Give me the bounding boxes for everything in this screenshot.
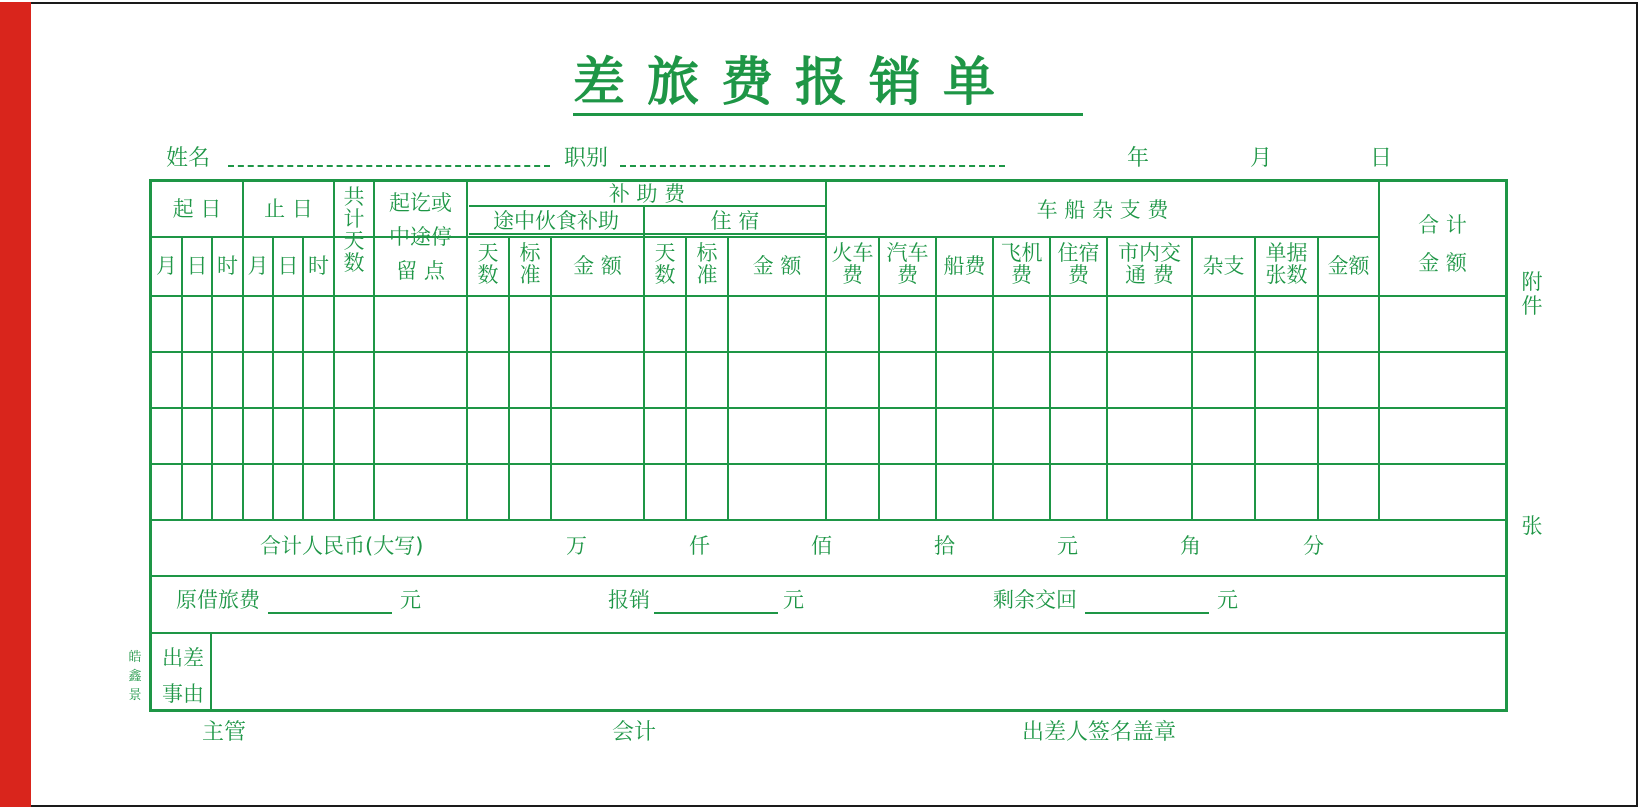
start-day: 日 (186, 254, 208, 278)
position-field[interactable] (620, 165, 1005, 167)
start-date-header: 起 日 (172, 197, 222, 221)
transport-amount: 金额 (1327, 254, 1370, 278)
rule (242, 182, 244, 521)
unit-bai: 佰 (811, 534, 832, 558)
unit-fen: 分 (1303, 534, 1324, 558)
end-month: 月 (247, 254, 269, 278)
lodging-header: 住 宿 (710, 209, 760, 233)
refund-label: 剩余交回 (993, 588, 1077, 612)
rule (1191, 236, 1193, 521)
unit-jiao: 角 (1180, 534, 1201, 558)
end-date-header: 止 日 (264, 197, 313, 221)
unit-yuan: 元 (1057, 534, 1078, 558)
allowance-header: 补 助 费 (608, 182, 686, 206)
end-hour: 时 (308, 254, 329, 278)
reason-label: 出差 事由 (162, 646, 204, 706)
rule (181, 236, 183, 521)
name-label: 姓名 (166, 146, 211, 171)
plane-fee: 飞机 费 (1000, 241, 1043, 287)
rule (152, 519, 1505, 521)
total-days-header: 共 计 天 数 (343, 185, 365, 275)
misc-fee: 杂支 (1202, 254, 1245, 278)
expense-table (149, 179, 1508, 712)
unit-qian: 仟 (689, 534, 710, 558)
year-label: 年 (1127, 146, 1150, 171)
meal-subsidy-header: 途中伙食补助 (493, 209, 619, 233)
end-day: 日 (277, 254, 299, 278)
rule (935, 236, 937, 521)
unit-shi: 拾 (934, 534, 955, 558)
supervisor-label: 主管 (202, 720, 247, 745)
sheet-unit: 张 (1521, 514, 1543, 538)
rule (827, 236, 1380, 238)
transport-header: 车 船 杂 支 费 (1036, 198, 1169, 222)
hotel-fee: 住宿 费 (1057, 241, 1100, 287)
sum-label: 合计人民币(大写) (260, 534, 424, 558)
reimburse-yuan: 元 (783, 588, 804, 612)
rule (152, 575, 1505, 577)
meal-standard: 标 准 (519, 241, 541, 287)
rule (1317, 236, 1319, 521)
attachment-label: 附 件 (1521, 270, 1543, 318)
local-transport-fee: 市内交 通 费 (1118, 241, 1181, 287)
lodging-amount: 金 额 (752, 254, 802, 278)
name-field[interactable] (228, 165, 550, 167)
rule (211, 236, 213, 521)
rule (466, 182, 468, 521)
train-fee: 火车 费 (831, 241, 874, 287)
start-month: 月 (156, 254, 177, 278)
stops-header: 起讫或 中途停 留 点 (389, 191, 452, 283)
title-underline (573, 113, 1083, 116)
start-hour: 时 (217, 254, 238, 278)
bus-fee: 汽车 费 (886, 241, 929, 287)
refund-yuan: 元 (1217, 588, 1238, 612)
total-amount-header: 合 计 金 额 (1418, 213, 1467, 275)
rule (152, 463, 1505, 465)
reimburse-field[interactable] (654, 612, 778, 614)
day-label: 日 (1370, 146, 1393, 171)
position-label: 职别 (564, 146, 609, 171)
unit-wan: 万 (566, 534, 587, 558)
meal-amount: 金 额 (573, 254, 622, 278)
ship-fee: 船费 (943, 254, 986, 278)
traveler-sign-label: 出差人签名盖章 (1022, 720, 1177, 745)
binding-spine (0, 2, 31, 807)
refund-field[interactable] (1085, 612, 1209, 614)
rule (152, 351, 1505, 353)
rule (469, 233, 827, 235)
rule (152, 407, 1505, 409)
advance-label: 原借旅费 (176, 588, 260, 612)
brand-mark: 皓 鑫 景 (128, 650, 142, 703)
rule (550, 236, 552, 521)
lodging-days: 天 数 (654, 241, 676, 287)
meal-days: 天 数 (477, 241, 499, 287)
receipts-count: 单据 张数 (1265, 241, 1308, 287)
rule (272, 236, 274, 521)
reason-field[interactable] (212, 634, 1505, 708)
rule (302, 236, 304, 521)
rule (825, 182, 827, 521)
form-title: 差旅费报销单 (573, 52, 1018, 113)
rule (152, 295, 1505, 297)
rule (727, 236, 729, 521)
lodging-standard: 标 准 (696, 241, 718, 287)
reimburse-label: 报销 (608, 588, 650, 612)
month-label: 月 (1250, 146, 1273, 171)
advance-yuan: 元 (400, 588, 421, 612)
advance-field[interactable] (268, 612, 392, 614)
accountant-label: 会计 (612, 720, 657, 745)
